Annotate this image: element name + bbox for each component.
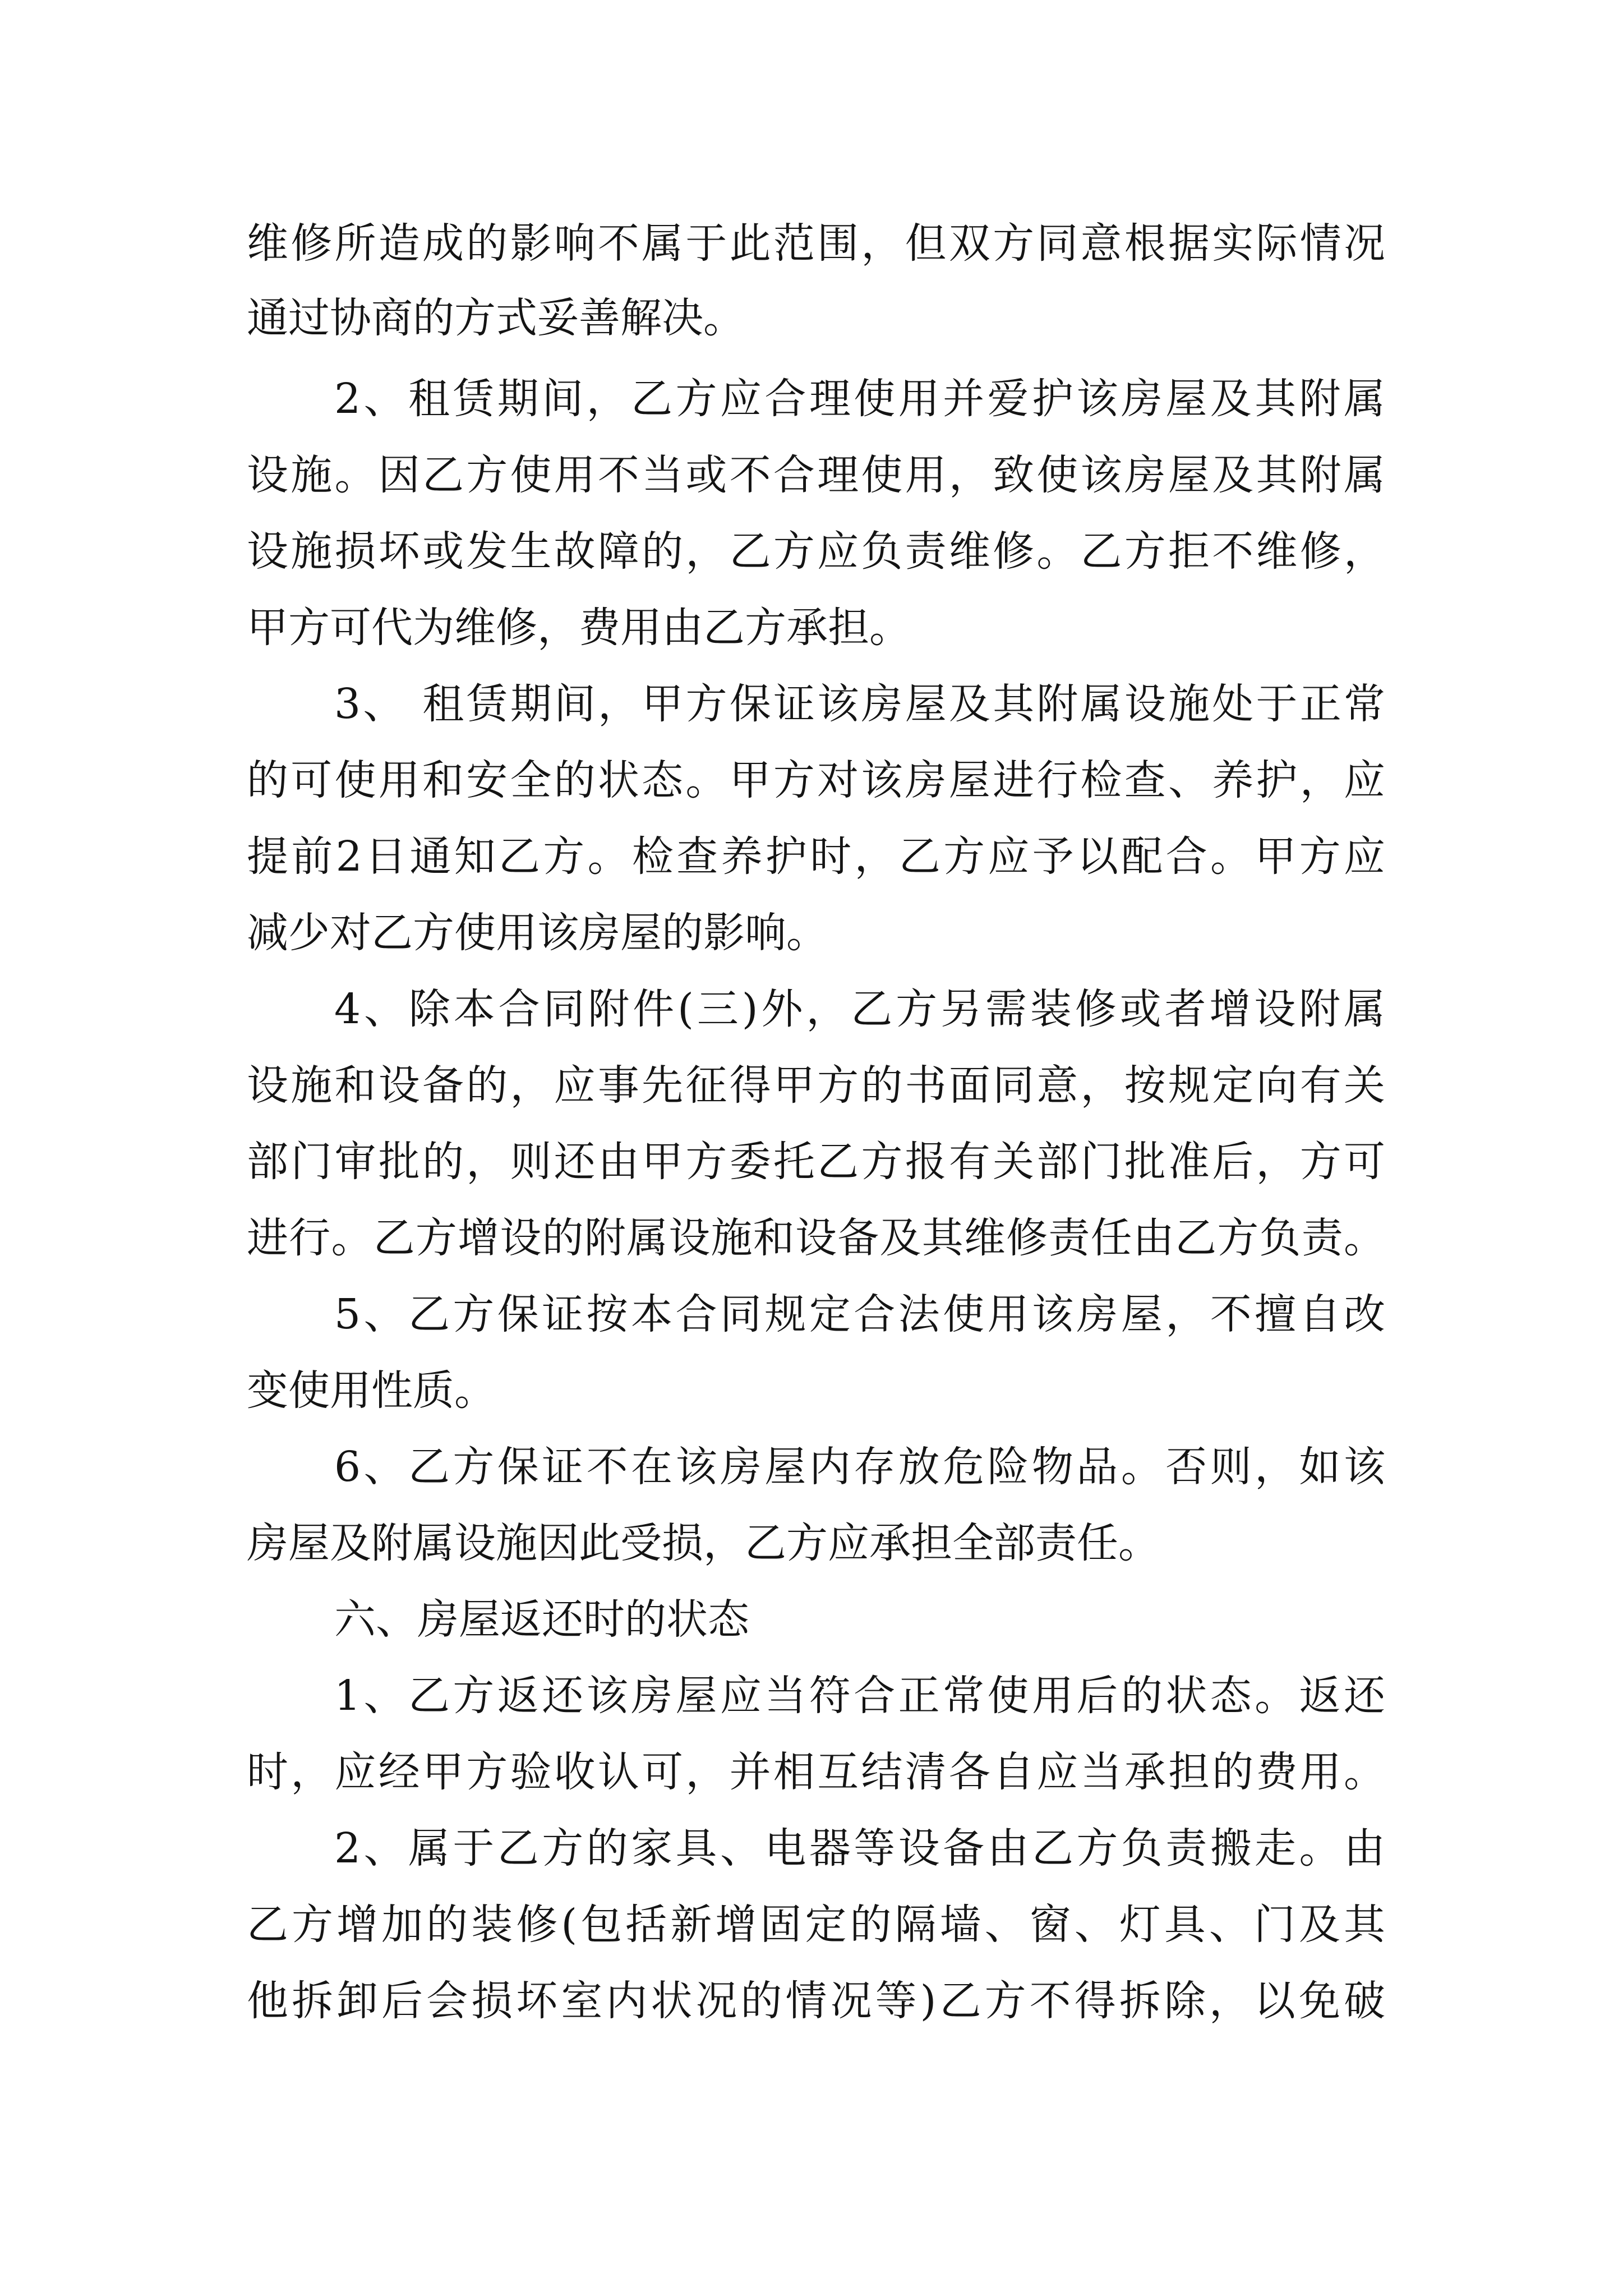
text-line: 6、乙方保证不在该房屋内存放危险物品。否则，如该 xyxy=(334,1443,1385,1491)
text-line: 设施损坏或发生故障的，乙方应负责维修。乙方拒不维修， xyxy=(247,527,1385,576)
text-line: 设施。因乙方使用不当或不合理使用，致使该房屋及其附属 xyxy=(247,451,1385,499)
text-line: 甲方可代为维修，费用由乙方承担。 xyxy=(247,604,911,652)
text-line: 乙方增加的装修(包括新增固定的隔墙、窗、灯具、门及其 xyxy=(247,1901,1385,1949)
text-line: 5、乙方保证按本合同规定合法使用该房屋，不擅自改 xyxy=(334,1290,1385,1338)
text-line: 通过协商的方式妥善解决。 xyxy=(247,294,745,342)
text-line: 维修所造成的影响不属于此范围，但双方同意根据实际情况 xyxy=(247,219,1385,268)
text-line: 减少对乙方使用该房屋的影响。 xyxy=(247,909,828,957)
text-line: 1、乙方返还该房屋应当符合正常使用后的状态。返还 xyxy=(334,1672,1385,1720)
text-line: 他拆卸后会损坏室内状况的情况等)乙方不得拆除，以免破 xyxy=(247,1977,1385,2025)
text-line: 提前2日通知乙方。检查养护时，乙方应予以配合。甲方应 xyxy=(247,832,1385,881)
section-heading: 六、房屋返还时的状态 xyxy=(334,1595,749,1644)
text-line: 2、租赁期间，乙方应合理使用并爱护该房屋及其附属 xyxy=(334,375,1385,423)
text-line: 的可使用和安全的状态。甲方对该房屋进行检查、养护，应 xyxy=(247,756,1385,804)
text-line: 4、除本合同附件(三)外，乙方另需装修或者增设附属 xyxy=(334,985,1385,1033)
text-line: 设施和设备的，应事先征得甲方的书面同意，按规定向有关 xyxy=(247,1061,1385,1110)
text-line: 2、属于乙方的家具、电器等设备由乙方负责搬走。由 xyxy=(334,1824,1385,1872)
text-line: 3、 租赁期间，甲方保证该房屋及其附属设施处于正常 xyxy=(334,680,1385,728)
text-line: 时，应经甲方验收认可，并相互结清各自应当承担的费用。 xyxy=(247,1748,1385,1796)
text-line: 部门审批的，则还由甲方委托乙方报有关部门批准后，方可 xyxy=(247,1138,1385,1186)
text-line: 变使用性质。 xyxy=(247,1366,496,1415)
text-line: 进行。乙方增设的附属设施和设备及其维修责任由乙方负责。 xyxy=(247,1214,1385,1262)
text-line: 房屋及附属设施因此受损，乙方应承担全部责任。 xyxy=(247,1519,1160,1567)
